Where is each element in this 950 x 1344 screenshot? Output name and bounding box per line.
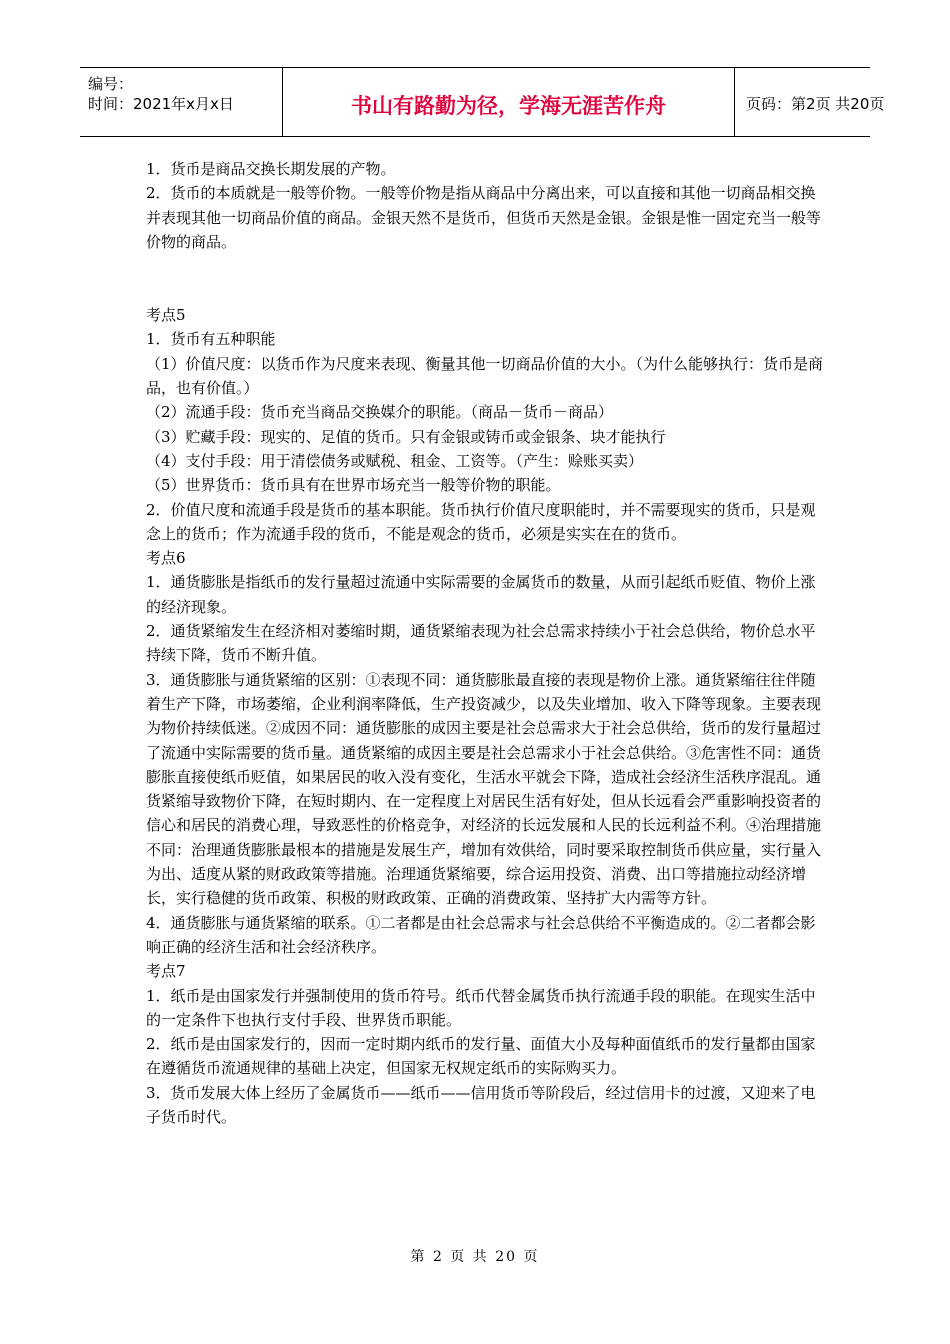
paragraph: 2．通货紧缩发生在经济相对萎缩时期，通货紧缩表现为社会总需求持续小于社会总供给，物价总水平持续下降，货币不断升值。 bbox=[146, 622, 816, 665]
header-meta bbox=[80, 68, 282, 136]
header-page-cell bbox=[734, 68, 885, 136]
paragraph: （5）世界货币：货币具有在世界市场充当一般等价物的职能。 bbox=[146, 476, 561, 495]
paragraph: 1．货币是商品交换长期发展的产物。 bbox=[146, 160, 396, 178]
paragraph: 2．价值尺度和流通手段是货币的基本职能。货币执行价值尺度职能时，并不需要现实的货币，只是观念上的货币；作为流通手段的货币，不能是观念的货币，必须是实实在在的货币。 bbox=[146, 500, 816, 543]
paragraph: （1）价值尺度：以货币作为尺度来表现、衡量其他一切商品价值的大小。（为什么能够执行：货币是商品，也有价值。） bbox=[146, 354, 824, 398]
paragraph: 1．纸币是由国家发行并强制使用的货币符号。纸币代替金属货币执行流通手段的职能。在现实生活中的一定条件下也执行支付手段、世界货币职能。 bbox=[146, 986, 816, 1029]
page-footer: 第 2 页 共 20 页 bbox=[410, 1249, 540, 1265]
doc-code-label: 编号： bbox=[88, 75, 134, 93]
header-motto: 书山有路勤为径，学海无涯苦作舟 bbox=[351, 94, 666, 118]
paragraph: （3）贮藏手段：现实的、足值的货币。只有金银或铸币或金银条、块才能执行 bbox=[146, 427, 666, 446]
paragraph: 1．通货膨胀是指纸币的发行量超过流通中实际需要的金属货币的数量，从而引起纸币贬值、物价上涨的经济现象。 bbox=[146, 573, 816, 616]
paragraph: 4．通货膨胀与通货紧缩的联系。①二者都是由社会总需求与社会总供给不平衡造成的。②二者都会影响正确的经济生活和社会经济秩序。 bbox=[146, 913, 816, 956]
section-gap bbox=[146, 254, 826, 303]
header-motto-cell bbox=[282, 68, 735, 136]
paragraph: 1．货币有五种职能 bbox=[146, 330, 276, 349]
section-heading: 考点6 bbox=[146, 549, 186, 568]
doc-time-label: 时间：2021年x月x日 bbox=[88, 95, 234, 113]
section-heading: 考点5 bbox=[146, 306, 186, 325]
paragraph: （4）支付手段：用于清偿债务或赋税、租金、工资等。（产生：赊账买卖） bbox=[146, 451, 644, 470]
paragraph: 2．纸币是由国家发行的，因而一定时期内纸币的发行量、面值大小及每种面值纸币的发行量都由国家在遵循货币流通规律的基础上决定，但国家无权规定纸币的实际购买力。 bbox=[146, 1035, 816, 1078]
paragraph: 3．通货膨胀与通货紧缩的区别：①表现不同：通货膨胀最直接的表现是物价上涨。通货紧缩往往伴随着生产下降，市场萎缩，企业利润率降低，生产投资减少，以及失业增加、收入下降等现象。主要表现为物价持续低迷。②成因不同：通货膨胀的成因主要是社会总需求大于社会总供给，货币的发行量超过了流通中实际需要的货币量。通货紧缩的成因主要是社会总需求小于社会总供给。③危害性不同：通货膨胀直接使纸币贬值，如果居民的收入没有变化，生活水平就会下降，造成社会经济生活秩序混乱。通货紧缩导致物价下降，在短时期内、在一定程度上对居民生活有好处，但从长远看会严重影响投资者的信心和居民的消费心理，导致恶性的价格竞争，对经济的长远发展和人民的长远利益不利。④治理措施不同：治理通货膨胀最根本的措施是发展生产，增加有效供给，同时要采取控制货币供应量，实行量入为出、适度从紧的财政政策等措施。治理通货紧缩要，综合运用投资、消费、出口等措施拉动经济增长，实行稳健的货币政策、积极的财政政策、正确的消费政策、坚持扩大内需等方针。 bbox=[146, 670, 822, 908]
section-heading: 考点7 bbox=[146, 962, 186, 981]
header-page-info: 页码：第2页 共20页 bbox=[746, 95, 885, 113]
paragraph: （2）流通手段：货币充当商品交换媒介的职能。（商品－货币－商品） bbox=[146, 403, 614, 422]
paragraph: 2．货币的本质就是一般等价物。一般等价物是指从商品中分离出来，可以直接和其他一切商品相交换并表现其他一切商品价值的商品。金银天然不是货币，但货币天然是金银。金银是惟一固定充当一般等价物的商品。 bbox=[146, 184, 822, 251]
page-header bbox=[80, 67, 885, 137]
document-body bbox=[146, 157, 826, 1129]
paragraph: 3．货币发展大体上经历了金属货币——纸币——信用货币等阶段后，经过信用卡的过渡，又迎来了电子货币时代。 bbox=[146, 1083, 816, 1126]
